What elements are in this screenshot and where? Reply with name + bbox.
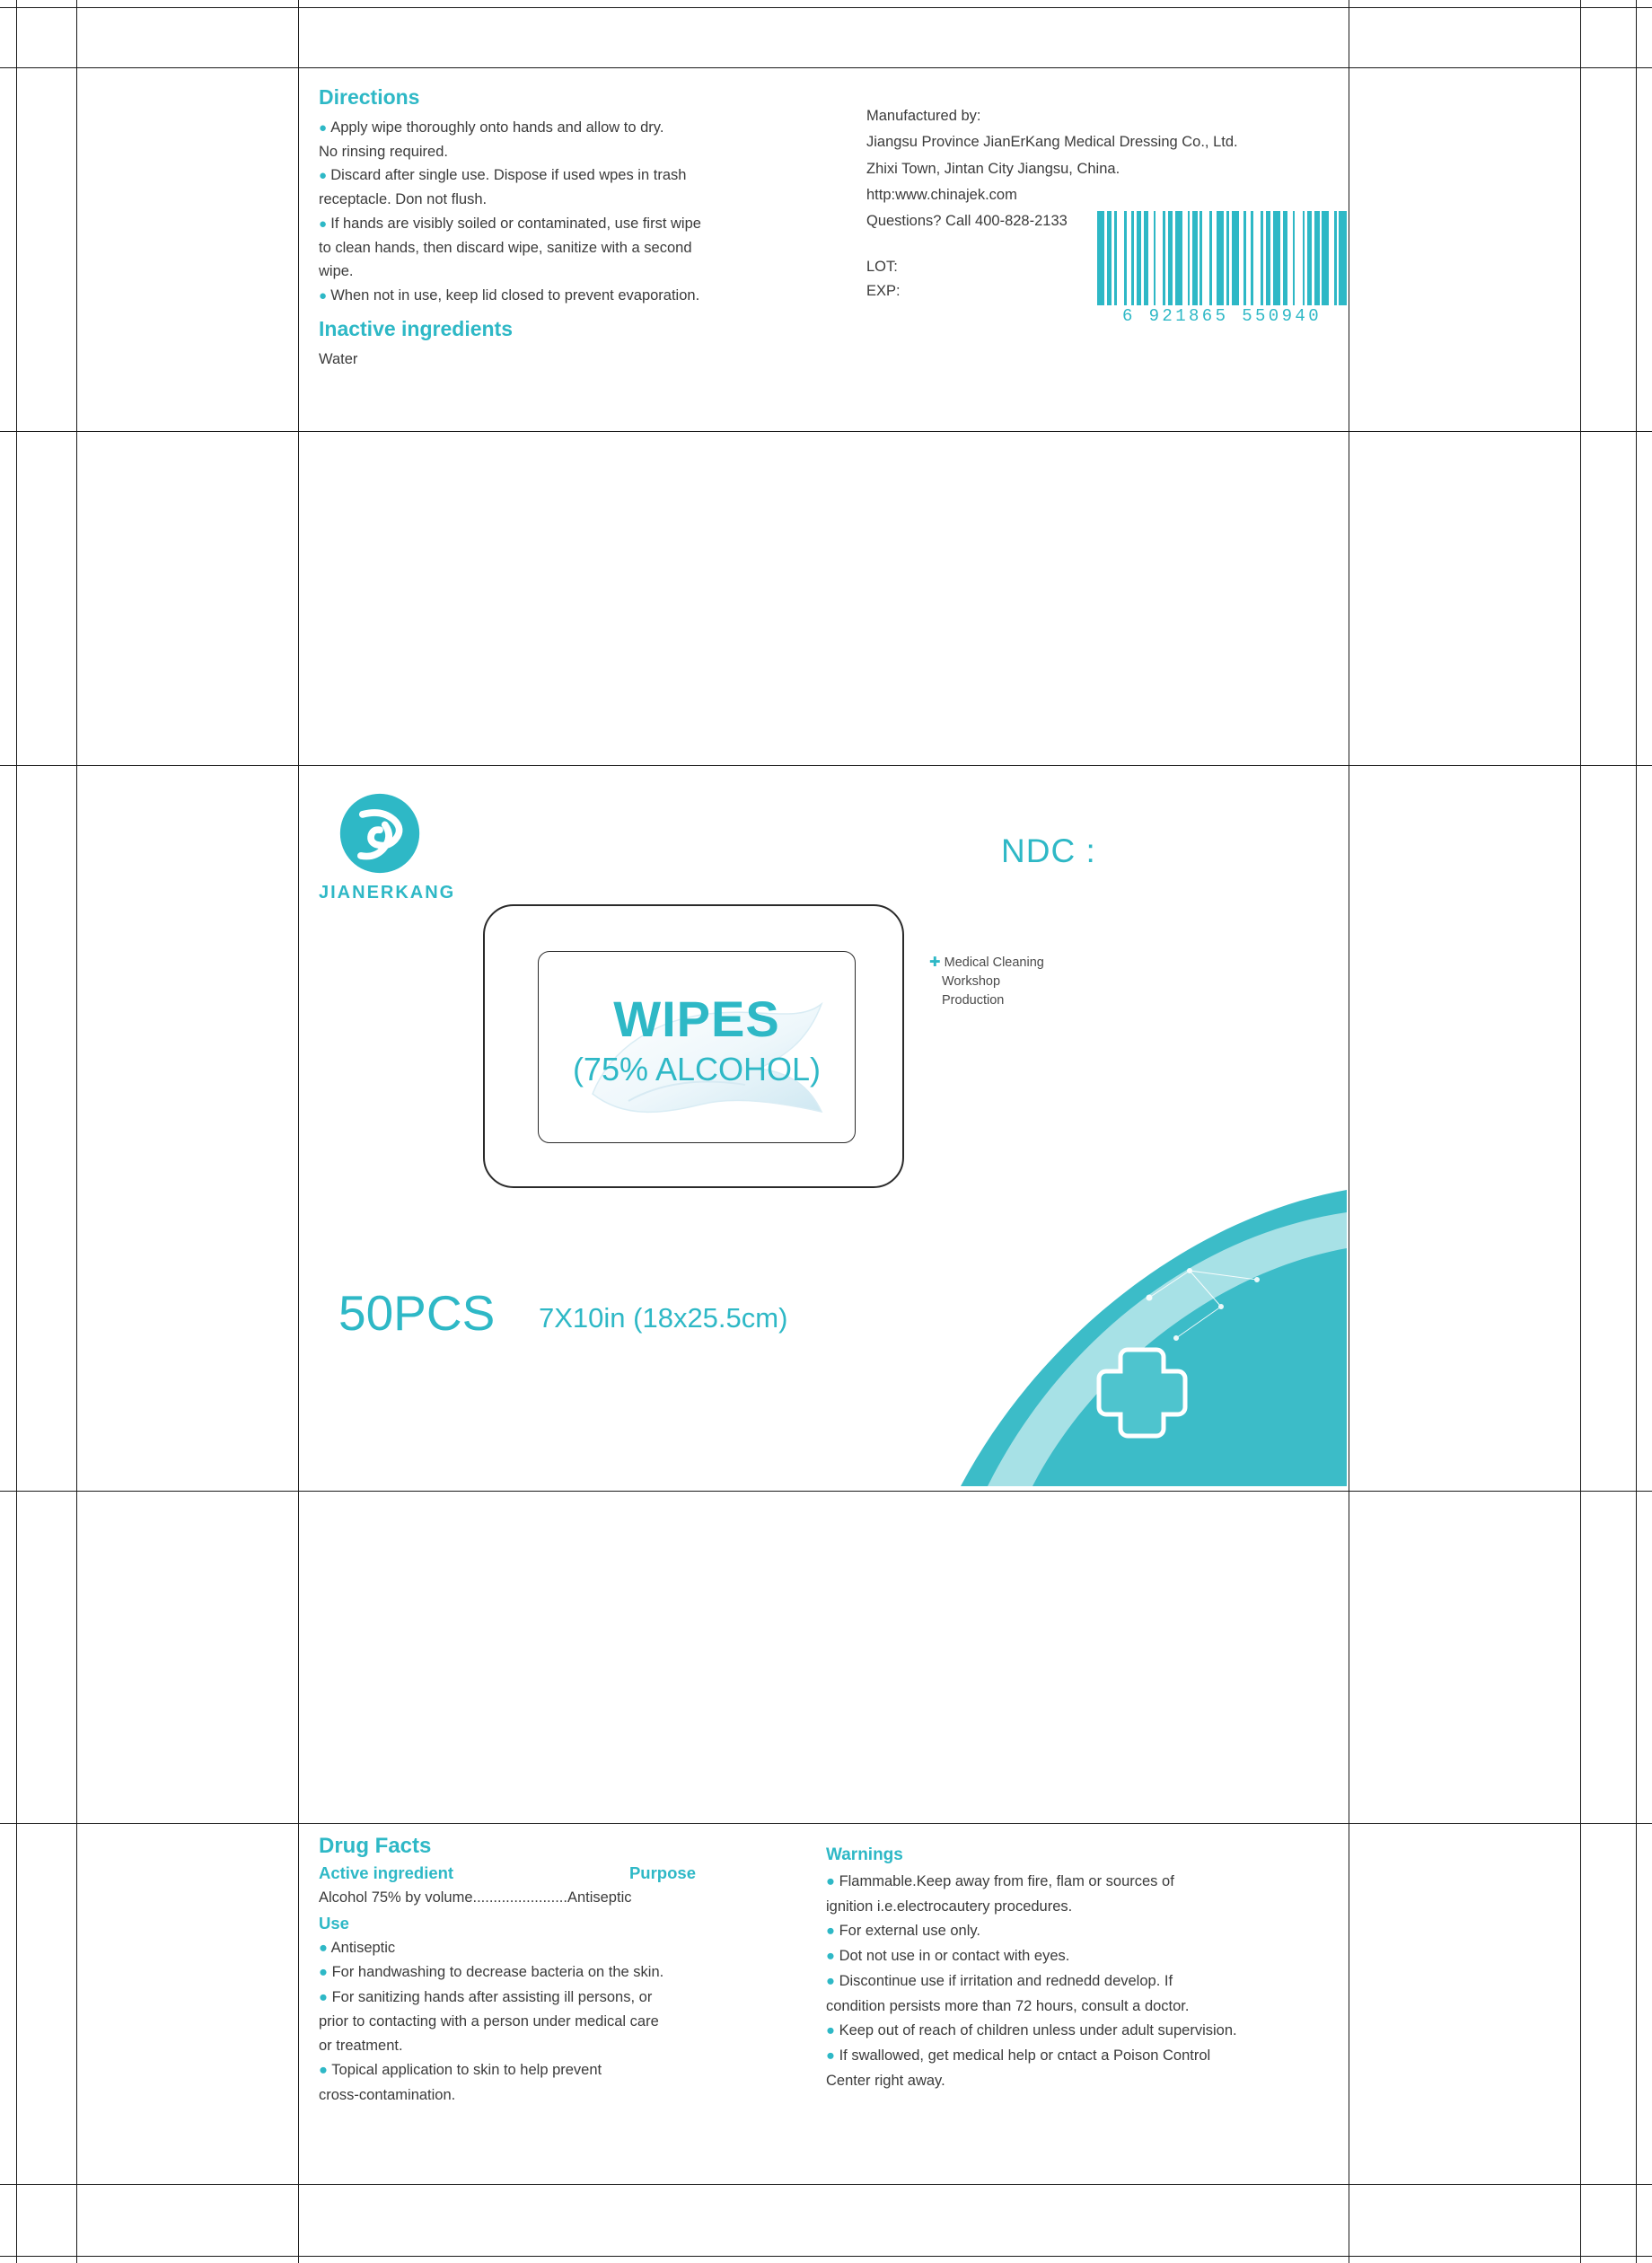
barcode-bar bbox=[1097, 211, 1104, 305]
bullet-icon: ● bbox=[826, 1873, 839, 1889]
medical-note-line-2: Workshop bbox=[942, 974, 1001, 990]
warning-line-9: Center right away. bbox=[826, 2072, 945, 2089]
barcode-bar bbox=[1217, 211, 1224, 305]
bullet-icon: ● bbox=[319, 216, 331, 232]
product-outline-box bbox=[483, 904, 904, 1188]
dieline-horizontal bbox=[0, 431, 1652, 432]
manufacturer-line-2: Zhixi Town, Jintan City Jiangsu, China. bbox=[866, 160, 1120, 177]
warning-line-2: ignition i.e.electrocautery procedures. bbox=[826, 1898, 1073, 1915]
medical-note-line-3: Production bbox=[942, 993, 1005, 1008]
bullet-icon: ● bbox=[319, 1940, 331, 1957]
medical-cross-icon bbox=[1092, 1343, 1192, 1443]
bullet-icon: ● bbox=[826, 1972, 839, 1989]
pack-size: 7X10in (18x25.5cm) bbox=[539, 1302, 788, 1334]
warnings-column bbox=[826, 1845, 1347, 2093]
ndc-label: NDC : bbox=[1001, 832, 1096, 869]
bullet-icon: ● bbox=[319, 120, 331, 136]
dieline-vertical bbox=[298, 0, 299, 2263]
warning-line-6: condition persists more than 72 hours, consult a doctor. bbox=[826, 1997, 1190, 2014]
use-line-2 bbox=[319, 1960, 786, 1985]
barcode-bar bbox=[1175, 211, 1182, 305]
directions-column bbox=[319, 85, 839, 371]
direction-line-3 bbox=[319, 163, 839, 188]
warnings-body bbox=[826, 1870, 1347, 2093]
dieline-vertical bbox=[16, 0, 17, 2263]
warning-line-1 bbox=[826, 1870, 1347, 1895]
manufacturer-line-1: Jiangsu Province JianErKang Medical Dressing Co., Ltd. bbox=[866, 134, 1238, 151]
barcode-bar bbox=[1117, 211, 1124, 305]
dieline-horizontal bbox=[0, 2184, 1652, 2185]
bullet-icon: ● bbox=[319, 2062, 332, 2079]
warning-line-text: Discontinue use if irritation and rednedd develop. If bbox=[839, 1972, 1173, 1989]
barcode-bar bbox=[1322, 211, 1329, 305]
dieline-horizontal bbox=[0, 765, 1652, 766]
cross-icon: ✚ bbox=[929, 955, 941, 970]
dieline-vertical bbox=[76, 0, 77, 2263]
inactive-ingredients-heading: Inactive ingredients bbox=[319, 316, 514, 340]
product-subtitle: (75% ALCOHOL) bbox=[572, 1051, 822, 1087]
product-title: WIPES bbox=[613, 991, 780, 1047]
warning-line-text: Keep out of reach of children unless under adult supervision. bbox=[839, 2022, 1237, 2039]
use-line-text: For sanitizing hands after assisting ill persons, or bbox=[331, 1988, 653, 2005]
direction-line-6: to clean hands, then discard wipe, sanitize with a second bbox=[319, 239, 692, 256]
direction-line-text: Discard after single use. Dispose if used wpes in trash bbox=[330, 167, 687, 184]
brand-name: JIANERKANG bbox=[319, 883, 456, 903]
manufacturer-line-4: Questions? Call 400-828-2133 bbox=[866, 213, 1068, 230]
bullet-icon: ● bbox=[826, 2022, 839, 2039]
barcode-bar bbox=[1232, 211, 1239, 305]
use-line-4: prior to contacting with a person under medical care bbox=[319, 2012, 659, 2030]
warning-line-text: If swallowed, get medical help or cntact a Poison Control bbox=[839, 2047, 1211, 2065]
barcode-bar bbox=[1202, 211, 1209, 305]
medical-note-line-1: Medical Cleaning bbox=[944, 955, 1044, 970]
inactive-ingredients-value: Water bbox=[319, 350, 358, 367]
barcode-digits: 6 921865 550940 bbox=[1121, 306, 1322, 326]
use-line-5: or treatment. bbox=[319, 2038, 403, 2055]
use-line-6 bbox=[319, 2058, 786, 2082]
use-heading: Use bbox=[319, 1914, 349, 1933]
lot-label: LOT: bbox=[866, 258, 898, 275]
warning-line-7 bbox=[826, 2019, 1347, 2044]
barcode bbox=[1097, 211, 1347, 326]
bullet-icon: ● bbox=[319, 1988, 332, 2005]
direction-line-7: wipe. bbox=[319, 263, 354, 280]
bullet-icon: ● bbox=[319, 168, 331, 184]
active-ingredient-value: Alcohol 75% by volume.......................Antiseptic bbox=[319, 1889, 632, 1906]
product-inner-box bbox=[538, 951, 856, 1143]
purpose-label: Purpose bbox=[628, 1863, 696, 1882]
use-line-text: Antiseptic bbox=[330, 1940, 396, 1957]
direction-line-5 bbox=[319, 212, 839, 236]
directions-body bbox=[319, 116, 839, 308]
direction-line-text: When not in use, keep lid closed to prevent evaporation. bbox=[330, 287, 700, 304]
exp-label: EXP: bbox=[866, 282, 901, 299]
direction-line-1 bbox=[319, 116, 839, 140]
directions-panel bbox=[305, 67, 1347, 427]
drug-facts-title: Drug Facts bbox=[319, 1834, 432, 1858]
direction-line-2: No rinsing required. bbox=[319, 143, 448, 160]
medical-cleaning-note bbox=[929, 953, 1100, 1010]
warning-line-5 bbox=[826, 1969, 1347, 1994]
use-line-1 bbox=[319, 1936, 786, 1960]
bullet-icon: ● bbox=[826, 1948, 839, 1965]
direction-line-text: Apply wipe thoroughly onto hands and allow to dry. bbox=[330, 119, 664, 136]
drug-facts-panel bbox=[305, 1823, 1347, 2182]
direction-line-text: If hands are visibly soiled or contaminated, use first wipe bbox=[330, 215, 701, 232]
dieline-vertical bbox=[1580, 0, 1581, 2263]
bullet-icon: ● bbox=[319, 288, 331, 304]
barcode-bar bbox=[1253, 211, 1261, 305]
warning-line-4 bbox=[826, 1944, 1347, 1969]
directions-heading: Directions bbox=[319, 85, 420, 109]
manufactured-by-label: Manufactured by: bbox=[866, 108, 981, 124]
dieline-vertical bbox=[1636, 0, 1637, 2263]
use-body bbox=[319, 1936, 786, 2108]
use-line-7: cross-contamination. bbox=[319, 2086, 456, 2103]
jianerkang-logo-icon bbox=[337, 790, 423, 876]
pack-count: 50PCS bbox=[338, 1285, 496, 1341]
barcode-bar bbox=[1156, 211, 1163, 305]
warning-line-text: Flammable.Keep away from fire, flam or sources of bbox=[839, 1873, 1174, 1889]
use-line-text: For handwashing to decrease bacteria on the skin. bbox=[331, 1964, 664, 1981]
barcode-bar bbox=[1295, 211, 1302, 305]
bullet-icon: ● bbox=[826, 1923, 839, 1940]
warnings-heading: Warnings bbox=[826, 1845, 903, 1864]
direction-line-8 bbox=[319, 284, 839, 308]
barcode-bars bbox=[1097, 211, 1347, 305]
manufacturer-line-3: http:www.chinajek.com bbox=[866, 187, 1017, 204]
bullet-icon: ● bbox=[319, 1964, 332, 1981]
active-ingredient-header-row bbox=[319, 1863, 696, 1886]
warning-line-3 bbox=[826, 1919, 1347, 1944]
manufacturer-column bbox=[866, 103, 1351, 326]
dieline-horizontal bbox=[0, 2256, 1652, 2257]
direction-line-4: receptacle. Don not flush. bbox=[319, 191, 488, 208]
drug-facts-column bbox=[319, 1834, 786, 2108]
active-ingredient-label: Active ingredient bbox=[319, 1863, 454, 1882]
bullet-icon: ● bbox=[826, 2047, 839, 2065]
warning-line-text: Dot not use in or contact with eyes. bbox=[839, 1948, 1070, 1965]
warning-line-text: For external use only. bbox=[839, 1923, 980, 1940]
use-line-text: Topical application to skin to help prevent bbox=[331, 2062, 602, 2079]
dieline-horizontal bbox=[0, 7, 1652, 8]
dieline-horizontal bbox=[0, 1491, 1652, 1492]
use-line-3 bbox=[319, 1986, 786, 2010]
warning-line-8 bbox=[826, 2044, 1347, 2069]
barcode-bar bbox=[1273, 211, 1280, 305]
front-panel bbox=[301, 768, 1347, 1486]
barcode-bar bbox=[1339, 211, 1346, 305]
